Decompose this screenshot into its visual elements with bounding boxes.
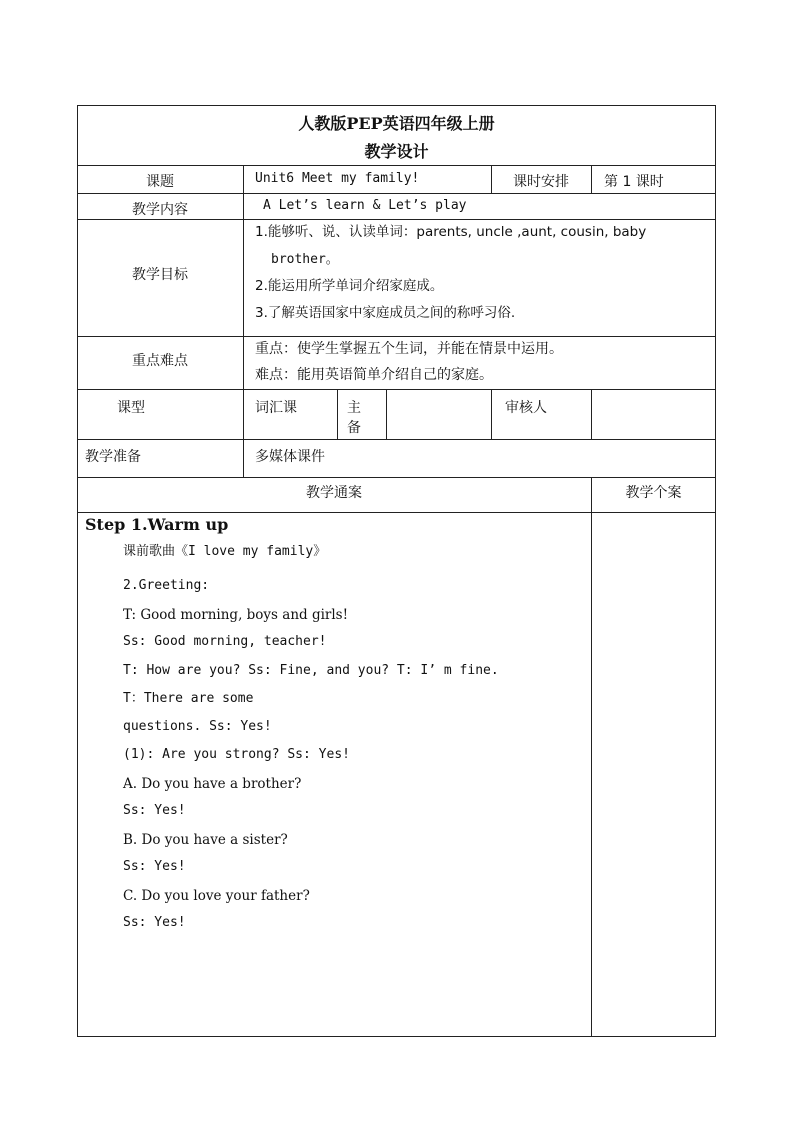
column-divider	[591, 477, 592, 1037]
column-divider	[591, 165, 592, 193]
table-border-bottom	[77, 1036, 716, 1037]
individual-plan-header: 教学个案	[625, 485, 682, 501]
goal-item: brother。	[271, 252, 339, 267]
row-divider	[77, 477, 716, 478]
content-value: A Let’s learn & Let’s play	[263, 198, 467, 213]
plan-line: A. Do you have a brother?	[123, 776, 302, 792]
row-divider	[77, 512, 716, 513]
document-title: 人教版PEP英语四年级上册	[298, 114, 495, 133]
plan-line: 课前歌曲《I love my family》	[123, 544, 327, 559]
table-border-left	[77, 105, 78, 1037]
table-border-right	[715, 105, 716, 1037]
table-border-top	[77, 105, 716, 106]
plan-line: Ss: Yes!	[123, 859, 186, 874]
schedule-value: 第 1 课时	[604, 174, 664, 190]
lesson-type-label: 课型	[117, 400, 145, 416]
difficult-point-text: 难点：能用英语简单介绍自己的家庭。	[255, 367, 493, 383]
plan-line: Ss: Yes!	[123, 915, 186, 930]
key-point-text: 重点：使学生掌握五个生词，并能在情景中运用。	[255, 341, 563, 357]
row-divider	[77, 219, 716, 220]
plan-line: T: How are you? Ss: Fine, and you? T: I’ m fine.	[123, 663, 499, 678]
goals-label: 教学目标	[132, 267, 188, 283]
schedule-label: 课时安排	[513, 174, 569, 190]
row-divider	[77, 389, 716, 390]
plan-line: T：There are some	[123, 691, 254, 706]
plan-line: Ss: Yes!	[123, 803, 186, 818]
topic-value: Unit6 Meet my family!	[255, 171, 420, 186]
plan-line: C. Do you love your father?	[123, 888, 310, 904]
row-divider	[77, 193, 716, 194]
column-divider	[491, 389, 492, 439]
prep-label: 教学准备	[85, 449, 141, 465]
lead-preparer-label: 主	[347, 400, 361, 416]
plan-line: T: Good morning, boys and girls!	[123, 607, 349, 623]
plan-line: (1): Are you strong? Ss: Yes!	[123, 747, 350, 762]
column-divider	[243, 165, 244, 478]
goal-item: 2.能运用所学单词介绍家庭成。	[255, 278, 444, 294]
prep-value: 多媒体课件	[255, 449, 325, 465]
lead-preparer-label-2: 备	[347, 420, 361, 436]
plan-line: questions. Ss: Yes!	[123, 719, 272, 734]
column-divider	[337, 389, 338, 439]
reviewer-label: 审核人	[505, 400, 547, 416]
lesson-plan-table	[77, 105, 716, 1037]
plan-line: B. Do you have a sister?	[123, 832, 288, 848]
keypoints-label: 重点难点	[132, 353, 188, 369]
plan-line: Ss: Good morning, teacher!	[123, 634, 327, 649]
content-label: 教学内容	[132, 202, 188, 218]
goal-item: 3.了解英语国家中家庭成员之间的称呼习俗.	[255, 305, 516, 321]
topic-label: 课题	[146, 174, 174, 190]
lesson-type-value: 词汇课	[255, 400, 297, 416]
document-subtitle: 教学设计	[364, 142, 429, 161]
row-divider	[77, 165, 716, 166]
column-divider	[591, 389, 592, 439]
step-title: Step 1.Warm up	[85, 515, 229, 534]
goal-item: 1.能够听、说、认读单词：parents, uncle ,aunt, cousin, baby	[255, 224, 647, 240]
common-plan-header: 教学通案	[306, 485, 362, 501]
column-divider	[386, 389, 387, 439]
row-divider	[77, 336, 716, 337]
plan-line: 2.Greeting:	[123, 578, 210, 593]
row-divider	[77, 439, 716, 440]
